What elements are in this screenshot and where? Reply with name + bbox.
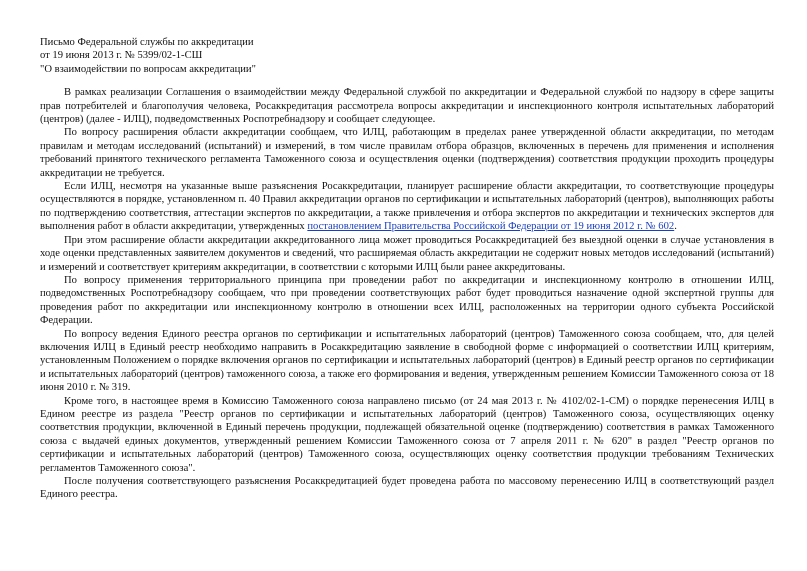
header-line-1: Письмо Федеральной службы по аккредитации xyxy=(40,37,254,48)
government-decree-link[interactable]: постановлением Правительства Российской Федерации от 19 июня 2012 г. № 602 xyxy=(307,221,675,233)
header-line-2: от 19 июня 2013 г. № 5399/02-1-СШ xyxy=(40,50,203,62)
header-line-3: "О взаимодействии по вопросам аккредитации" xyxy=(40,63,256,75)
paragraph-7: Кроме того, в настоящее время в Комиссию Таможенного союза направлено письмо (от 24 мая 2013 г. № 4102/02-1-СМ) о порядке перенесения ИЛЦ в Едином реестре из раздела "Реестр органов по сертификации и испытательных лабораторий (центров) Таможенного союза, осуществляющих оценку соответствия продукции, включенной в Единый перечень продукции, подлежащей обязательной оценке (подтверждению) соответствия в рамках Таможенного союза с выдачей единых документов, утвержденный решением Комиссии Таможенного союза от 7 апреля 2011 г. № 620" в раздел "Реестр органов по сертификации и испытательных лабораторий (центров) Таможенного союза, осуществляющих оценку соответствия продукции требованиям Технических регламентов Таможенного союза". xyxy=(40,395,774,474)
paragraph-2: По вопросу расширения области аккредитации сообщаем, что ИЛЦ, работающим в пределах ранее утвержденной области аккредитации, по методам правилам и методам исследований (испытаний) и измерений, в том числе правилам отбора образцов, включенных в перечень для применения и исполнения требований принятого технического регламента Таможенного союза и осуществления оценки (подтверждения) соответствия продукции проходить процедуры аккредитации не требуется. xyxy=(40,127,774,179)
paragraph-4: При этом расширение области аккредитации аккредитованного лица может проводиться Росаккредитацией без выездной оценки в случае установления в ходе оценки представленных заявителем документов и сведений, что расширяемая область аккредитации не содержит новых методов исследований (испытаний) и измерений и соответствует критериям аккредитации, в соответствии с которыми ИЛЦ были ранее аккредитованы. xyxy=(40,234,774,273)
paragraph-1: В рамках реализации Соглашения о взаимодействии между Федеральной службой по аккредитации и Федеральной службой по надзору в сфере защиты прав потребителей и благополучия человека, Росаккредитация рассмотрела вопросы аккредитации и инспекционного контроля испытательных лабораторий (центров) (далее - ИЛЦ), подведомственных Роспотребнадзору и сообщает следующее. xyxy=(40,87,774,126)
paragraph-6: По вопросу ведения Единого реестра органов по сертификации и испытательных лабораторий (центров) Таможенного союза сообщаем, что, для целей включения ИЛЦ в Единый реестр необходимо направить в Росаккредитацию заявление в свободной форме с информацией о соответствии ИЛЦ критериям, установленным Положением о порядке включения органов по сертификации и испытательных лабораторий (центров) в Единый реестр органов по сертификации и испытательных лабораторий (центров) таможенного союза, а также его формирования и ведения, утвержденным решением Комиссии Таможенного союза от 18 июня 2010 г. № 319. xyxy=(40,328,774,394)
document-header xyxy=(40,36,774,76)
document-page xyxy=(40,36,774,502)
paragraph-5: По вопросу применения территориального принципа при проведении работ по аккредитации и инспекционному контролю в отношении ИЛЦ, подведомственных Роспотребнадзору сообщаем, что при проведении соответствующих работ будет проводиться назначение одной экспертной группы для проведения работ по аккредитации или инспекционному контролю в отношении всех ИЛЦ, расположенных на территории одного субъекта Российской Федерации. xyxy=(40,274,774,327)
paragraph-3-text: Если ИЛЦ, несмотря на указанные выше разъяснения Росаккредитации, планирует расширение области аккредитации, то соответствующие процедуры осуществляются в порядке, установленном п. 40 Правил аккредитации органов по сертификации и испытательных лабораторий (центров), выполняющих работы по подтверждению соответствия, аттестации экспертов по аккредитации, а также привлечения и отбора экспертов по аккредитации и технических экспертов для выполнения работ в области аккредитации, утвержденных xyxy=(40,181,774,233)
paragraph-3-end: . xyxy=(674,221,677,233)
paragraph-8: После получения соответствующего разъяснения Росаккредитацией будет проведена работа по массовому перенесению ИЛЦ в соответствующий раздел Единого реестра. xyxy=(40,476,774,501)
paragraph-3 xyxy=(40,180,774,234)
